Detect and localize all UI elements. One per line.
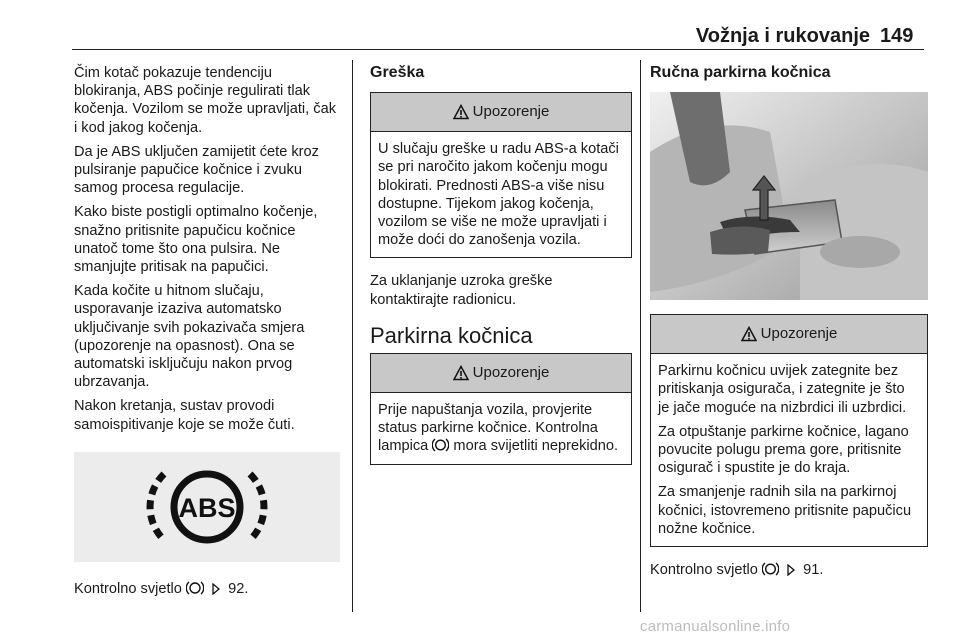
warning-triangle-icon bbox=[453, 104, 469, 120]
warning-box bbox=[370, 353, 632, 465]
column-divider-left bbox=[352, 60, 353, 612]
paragraph: Za uklanjanje uzroka greške kontaktirajte radionicu. bbox=[370, 273, 553, 308]
column-divider-right bbox=[640, 60, 641, 612]
abs-symbol-illustration bbox=[74, 452, 340, 562]
page-header-title: Vožnja i rukovanje bbox=[695, 25, 870, 47]
page-reference-icon bbox=[211, 583, 221, 595]
warning-header: Upozorenje bbox=[371, 93, 631, 132]
warning-text: Prije napuštanja vozila, provjerite status parkirne kočnice. Kontrolna lampica mora svijetliti neprekidno. bbox=[378, 402, 619, 455]
parking-brake-icon bbox=[432, 437, 449, 453]
warning-triangle-icon bbox=[453, 365, 469, 381]
subheading-hand-brake: Ručna parkirna kočnica bbox=[650, 64, 831, 81]
column-hand-brake bbox=[650, 64, 928, 585]
abs-symbol-icon bbox=[142, 462, 272, 552]
abs-symbol-text: ABS bbox=[178, 492, 236, 523]
paragraph: Nakon kretanja, sustav provodi samoispitivanje koje se može čuti. bbox=[74, 398, 295, 433]
warning-box bbox=[370, 92, 632, 258]
warning-header: Upozorenje bbox=[371, 354, 631, 393]
warning-header: Upozorenje bbox=[651, 315, 927, 354]
warning-text: U slučaju greške u radu ABS-a kotači se pri naročito jakom kočenju mogu blokirati. Prednosti ABS-a više nisu dostupne. Tijekom jakog kočenja, vozilom se više ne može upravljati i može doći do zanošenja vozila. bbox=[378, 141, 619, 249]
paragraph: Čim kotač pokazuje tendenciju blokiranja, ABS počinje regulirati tlak kočenja. Vozilom se može upravljati, čak i kod jakog kočenja. bbox=[74, 65, 336, 136]
header-rule bbox=[72, 49, 924, 50]
abs-warning-icon bbox=[186, 580, 204, 596]
section-heading-parking-brake: Parkirna kočnica bbox=[370, 322, 533, 348]
warning-text: Za smanjenje radnih sila na parkirnoj kočnici, istovremeno pritisnite papučicu nožne kočnice. bbox=[658, 484, 912, 537]
paragraph: Da je ABS uključen zamijetit ćete kroz pulsiranje papučice kočnice i zvuku samog procesa regulacije. bbox=[74, 143, 319, 197]
hand-brake-photo bbox=[650, 92, 928, 300]
watermark: carmanualsonline.info bbox=[640, 618, 791, 635]
paragraph: Kada kočite u hitnom slučaju, usporavanje izaziva automatsko uključivanje svih pokazivača smjera (upozorenje na opasnost). Ona se automatski isključuju nakon prvog ubrzavanja. bbox=[74, 283, 305, 391]
warning-triangle-icon bbox=[741, 326, 757, 342]
indicator-line: Kontrolno svjetlo 92. bbox=[74, 580, 249, 597]
subheading-fault: Greška bbox=[370, 64, 425, 81]
page-reference-icon bbox=[786, 564, 796, 576]
page-number: 149 bbox=[880, 25, 914, 47]
warning-text: Parkirnu kočnicu uvijek zategnite bez pritiskanja osigurača, i zategnite je što je jače moguće na nizbrdici ili uzbrdici. bbox=[658, 363, 907, 416]
hand-brake-illustration bbox=[650, 92, 928, 300]
column-abs bbox=[74, 64, 340, 604]
warning-box bbox=[650, 314, 928, 547]
paragraph: Kako biste postigli optimalno kočenje, snažno pritisnite papučicu kočnice unatoč tome što ona pulsira. Ne smanjujte pritisak na papučici. bbox=[74, 204, 318, 276]
warning-text: Za otpuštanje parkirne kočnice, lagano povucite polugu prema gore, pritisnite osigurač i spustite je do kraja. bbox=[658, 423, 909, 477]
parking-brake-icon bbox=[762, 561, 779, 577]
indicator-line: Kontrolno svjetlo 91. bbox=[650, 562, 824, 579]
column-fault bbox=[370, 64, 632, 479]
